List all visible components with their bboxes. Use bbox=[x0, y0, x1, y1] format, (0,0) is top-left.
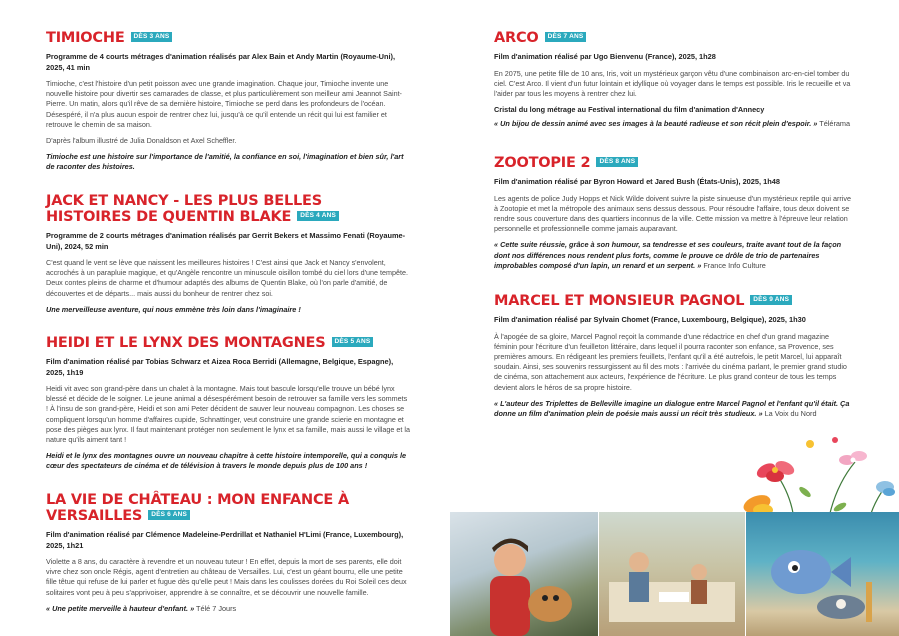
film-title-row bbox=[494, 155, 854, 171]
film-award: Cristal du long métrage au Festival international du film d'animation d'Annecy bbox=[494, 105, 765, 115]
film-title-row bbox=[46, 193, 410, 225]
quote-text: « Un bijou de dessin animé avec ses images à la beauté radieuse et son récit plein d'espoir. » bbox=[494, 119, 818, 129]
synopsis-paragraph: Heidi vit avec son grand-père dans un chalet à la montagne. Mais tout bascule lorsqu'elle trouve un bébé lynx blessé et décide de le soigner. Le jeune animal a désespérément besoin de retrouver sa famille vers les sommets ! À l'insu de son grand-père, Heidi et son ami Peter décident de sauver leur nouveau compagnon. Les choses se compliquent lorsqu'un homme d'affaires cupide, Schnattinger, veut construire une grande scierie en montagne et pose des pièges aux lynx. Il faut maintenant protéger non seulement le lynx et sa famille, mais aussi le village et la nature qu'ils aiment tant ! bbox=[46, 384, 410, 445]
film-title: MARCEL ET MONSIEUR PAGNOL bbox=[494, 293, 745, 309]
quote-source: La Voix du Nord bbox=[764, 408, 817, 418]
film-zootopie-2 bbox=[494, 155, 854, 271]
film-title: ARCO bbox=[494, 30, 539, 46]
film-title: TIMIOCHE bbox=[46, 30, 125, 46]
age-badge: DÈS 7 ANS bbox=[545, 32, 587, 42]
press-quote bbox=[46, 604, 410, 614]
age-badge: DÈS 5 ANS bbox=[332, 337, 374, 347]
film-highlight: Heidi et le lynx des montagnes ouvre un nouveau chapitre à cette histoire intemporelle, qui a conquis le cœur des spectateurs de cinéma et de télévision à travers le monde depuis plus de 100 ans ! bbox=[46, 451, 407, 471]
age-badge: DÈS 8 ANS bbox=[596, 157, 638, 167]
film-credits: Programme de 4 courts métrages d'animation réalisés par Alex Bain et Andy Martin (Royaume-Uni), 2025, 41 min bbox=[46, 52, 396, 72]
synopsis-paragraph: D'après l'album illustré de Julia Donaldson et Axel Scheffler. bbox=[46, 136, 237, 146]
film-synopsis bbox=[494, 194, 854, 235]
film-heidi bbox=[46, 335, 410, 472]
film-title: ZOOTOPIE 2 bbox=[494, 155, 591, 171]
film-title-row bbox=[46, 492, 410, 524]
film-synopsis bbox=[46, 384, 410, 445]
film-highlight: Une merveilleuse aventure, qui nous emmène très loin dans l'imaginaire ! bbox=[46, 304, 301, 314]
quote-text: « Une petite merveille à hauteur d'enfant. » bbox=[46, 603, 195, 613]
film-synopsis bbox=[46, 79, 410, 146]
synopsis-paragraph: En 2075, une petite fille de 10 ans, Iris, voit un mystérieux garçon vêtu d'une combinaison arc-en-ciel tomber du ciel. C'est Arco. Il vient d'un futur lointain et idyllique où voyager dans le temps est possible. Iris le recueille et va l'aider par tous les moyens à rentrer chez lui. bbox=[494, 68, 851, 98]
synopsis-paragraph: Les agents de police Judy Hopps et Nick Wilde doivent suivre la piste sinueuse d'un mystérieux reptile qui arrive à Zootopie et met la métropole des animaux sens dessus dessous. Pour résoudre l'affaire, tous deux doivent se rendre sous couverture dans des quartiers inconnus de la ville. Cette mission va mettre à l'épreuve leur relation personnelle et professionnelle comme jamais auparavant. bbox=[494, 193, 851, 234]
film-vie-de-chateau bbox=[46, 492, 410, 614]
film-credits: Programme de 2 courts métrages d'animation réalisés par Gerrit Bekers et Massimo Fenati (Royaume-Uni), 2024, 52 min bbox=[46, 231, 406, 251]
film-title-row bbox=[494, 30, 854, 46]
film-title-row bbox=[46, 30, 410, 46]
film-still-versailles bbox=[599, 512, 745, 636]
press-quote bbox=[494, 399, 854, 419]
film-timioche bbox=[46, 30, 410, 173]
quote-text: « Cette suite réussie, grâce à son humour, sa tendresse et ses couleurs, traite avant tout de la façon dont nos différences nous rendent plus forts, comme le prouve ce drôle de trio de partenaires improbables composé d'un lapin, un renard et un serpent. » bbox=[494, 240, 842, 270]
film-credits: Film d'animation réalisé par Ugo Bienvenu (France), 2025, 1h28 bbox=[494, 52, 716, 61]
age-badge: DÈS 3 ANS bbox=[131, 32, 173, 42]
film-credits: Film d'animation réalisé par Sylvain Chomet (France, Luxembourg, Belgique), 2025, 1h30 bbox=[494, 315, 806, 324]
film-jack-et-nancy bbox=[46, 193, 410, 315]
film-still-heidi bbox=[450, 512, 598, 636]
film-title: LA VIE DE CHÂTEAU : MON ENFANCE À VERSAILLES bbox=[46, 492, 349, 524]
film-synopsis bbox=[46, 557, 410, 598]
film-title-row bbox=[494, 293, 854, 309]
quote-source: Télé 7 Jours bbox=[196, 603, 237, 613]
film-credits: Film d'animation réalisé par Clémence Madeleine-Perdrillat et Nathaniel H'Limi (France, Luxembourg), 2025, 1h21 bbox=[46, 530, 404, 550]
film-synopsis bbox=[494, 69, 854, 100]
quote-source: France Info Culture bbox=[703, 260, 766, 270]
film-still-timioche bbox=[746, 512, 899, 636]
film-synopsis bbox=[494, 332, 854, 393]
synopsis-paragraph: À l'apogée de sa gloire, Marcel Pagnol reçoit la commande d'une rédactrice en chef d'un grand magazine féminin pour l'écriture d'un feuilleton littéraire, dans lequel il pourra raconter son enfance, sa Provence, ses premières amours. En rédigeant les premiers feuillets, l'enfant qu'il a été autrefois, le petit Marcel, lui apparaît soudain. Ainsi, ses souvenirs ressurgissent au fil des mots : l'arrivée du cinéma parlant, le premier grand studio de cinéma, son attachement aux acteurs, l'expérience de l'écriture. Le plus grand conteur de tous les temps devient alors le héros de sa propre histoire. bbox=[494, 331, 847, 392]
age-badge: DÈS 6 ANS bbox=[148, 510, 190, 520]
film-synopsis bbox=[46, 258, 410, 299]
film-arco bbox=[494, 30, 854, 130]
synopsis-paragraph: Violette a 8 ans, du caractère à revendre et un nouveau tuteur ! En effet, depuis la mort de ses parents, elle doit vivre chez son oncle Régis, agent d'entretien au château de Versailles. Lui, c'est un géant bourru, elle une petite fille têtue qui refuse de lui parler et fugue dès qu'elle peut ! Mais dans les coulisses dorées du Roi Soleil ces deux solitaires vont peu à peu s'apprivoiser, apprendre à se connaître, et se découvrir une nouvelle famille. bbox=[46, 557, 407, 597]
film-title: JACK ET NANCY - LES PLUS BELLES HISTOIRES DE QUENTIN BLAKE bbox=[46, 193, 322, 225]
synopsis-paragraph: Timioche, c'est l'histoire d'un petit poisson avec une grande imagination. Chaque jour, Timioche invente une nouvelle histoire pour divertir ses camarades de classe, et plus particulièrement son meilleur ami Jeannot Saint-Pierre. Un matin, alors qu'il rêve de sa dernière histoire, Timioche se perd dans les profondeurs de l'océan. Désespéré, il n'a plus aucun espoir de rentrer chez lui, jusqu'à ce qu'il entende un récit qui lui est familier et retrouve le chemin de sa maison. bbox=[46, 79, 402, 129]
film-title: HEIDI ET LE LYNX DES MONTAGNES bbox=[46, 335, 326, 351]
synopsis-paragraph: C'est quand le vent se lève que naissent les meilleures histoires ! C'est ainsi que Jack et Nancy s'envolent, accrochés à un parapluie magique, et qu'Angèle rencontre un minuscule oisillon tombé du ciel lors d'une tempête. Deux contes pleins de charme et d'humour adaptés des albums de Quentin Blake, où l'on parle d'amitié, de découvertes et de départs... mais aussi du bonheur de rentrer chez soi. bbox=[46, 258, 408, 298]
quote-text: « L'auteur des Triplettes de Belleville imagine un dialogue entre Marcel Pagnol et l'enfant qu'il était. Ça donne un film d'animation plein de poésie mais aussi un récit très studieux. » bbox=[494, 398, 850, 418]
film-marcel-pagnol bbox=[494, 293, 854, 419]
press-quote bbox=[494, 240, 854, 271]
film-stills-strip bbox=[450, 512, 899, 636]
film-credits: Film d'animation réalisé par Tobias Schwarz et Aizea Roca Berridi (Allemagne, Belgique, Espagne), 2025, 1h19 bbox=[46, 357, 394, 377]
age-badge: DÈS 4 ANS bbox=[297, 211, 339, 221]
film-title-row bbox=[46, 335, 410, 351]
film-credits: Film d'animation réalisé par Byron Howard et Jared Bush (États-Unis), 2025, 1h48 bbox=[494, 177, 780, 186]
press-quote bbox=[494, 119, 854, 129]
film-highlight: Timioche est une histoire sur l'importance de l'amitié, la confiance en soi, l'imagination et bien sûr, l'art de raconter des histoires. bbox=[46, 152, 404, 172]
quote-source: Télérama bbox=[819, 119, 851, 129]
age-badge: DÈS 9 ANS bbox=[750, 295, 792, 305]
